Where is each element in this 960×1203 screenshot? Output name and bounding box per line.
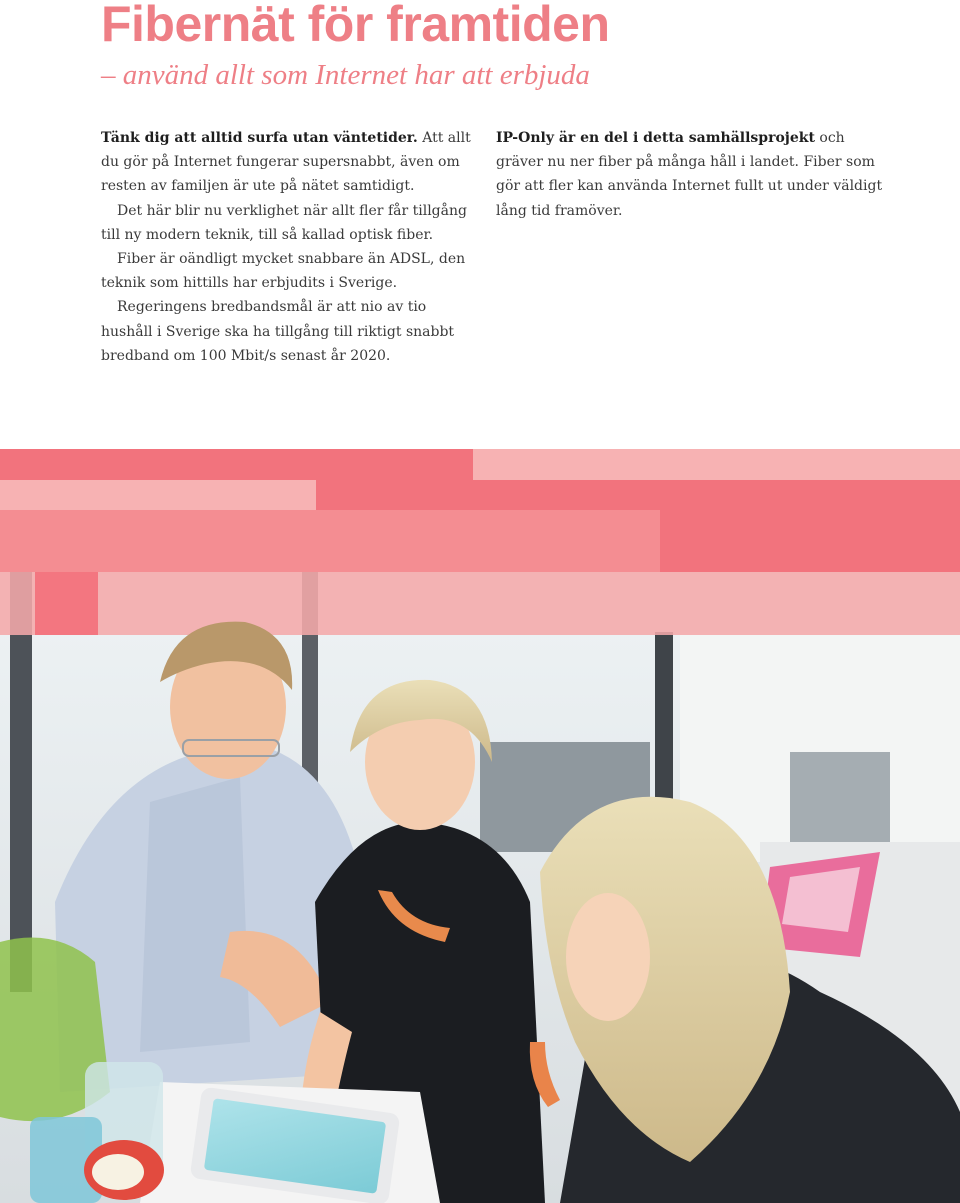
girl-sitting-face [566,893,650,1021]
left-text-column [101,126,476,368]
stripe-1b [473,449,960,480]
right-paragraph-1-rest: och gräver nu ner fiber på många håll i landet. Fiber som gör att fler kan använda Internet fullt ut under väldigt lång tid framöver. [496,130,883,219]
man-shirt-shade [140,777,250,1052]
page-title: Fibernät för framtiden [101,0,610,52]
photo-overlay-light [0,572,960,635]
stripe-2a [0,480,316,510]
left-paragraph-3: Fiber är oändligt mycket snabbare än ADSL, den teknik som hittills har erbjudits i Sverige. [101,251,466,292]
apple-cut [92,1154,144,1190]
right-paragraph-1-lead: IP-Only är en del i detta samhällsprojekt [496,130,815,146]
stripe-2b [316,480,960,510]
left-paragraph-4: Regeringens bredbandsmål är att nio av tio hushåll i Sverige ska ha tillgång till riktigt snabbt bredband om 100 Mbit/s senast år 2020. [101,299,455,364]
cushion-stripe [782,867,860,932]
right-text-column [496,126,886,223]
stripe-1a [0,449,473,480]
photo-overlay-dark [35,572,98,635]
right-paragraph-1 [496,126,886,223]
family-tablet-photo [0,572,960,1203]
left-paragraph-1-lead: Tänk dig att alltid surfa utan väntetider. [101,130,418,146]
stripe-3b [660,510,960,572]
left-paragraph-1-rest: Att allt du gör på Internet fungerar supersnabbt, även om resten av familjen är ute på nätet samtidigt. [101,130,471,195]
left-paragraph-2: Det här blir nu verklighet när allt fler får tillgång till ny modern teknik, till så kallad optisk fiber. [101,202,467,243]
left-paragraph-1 [101,126,476,199]
stripe-3a [0,510,660,572]
page-subtitle: – använd allt som Internet har att erbjuda [101,59,590,91]
